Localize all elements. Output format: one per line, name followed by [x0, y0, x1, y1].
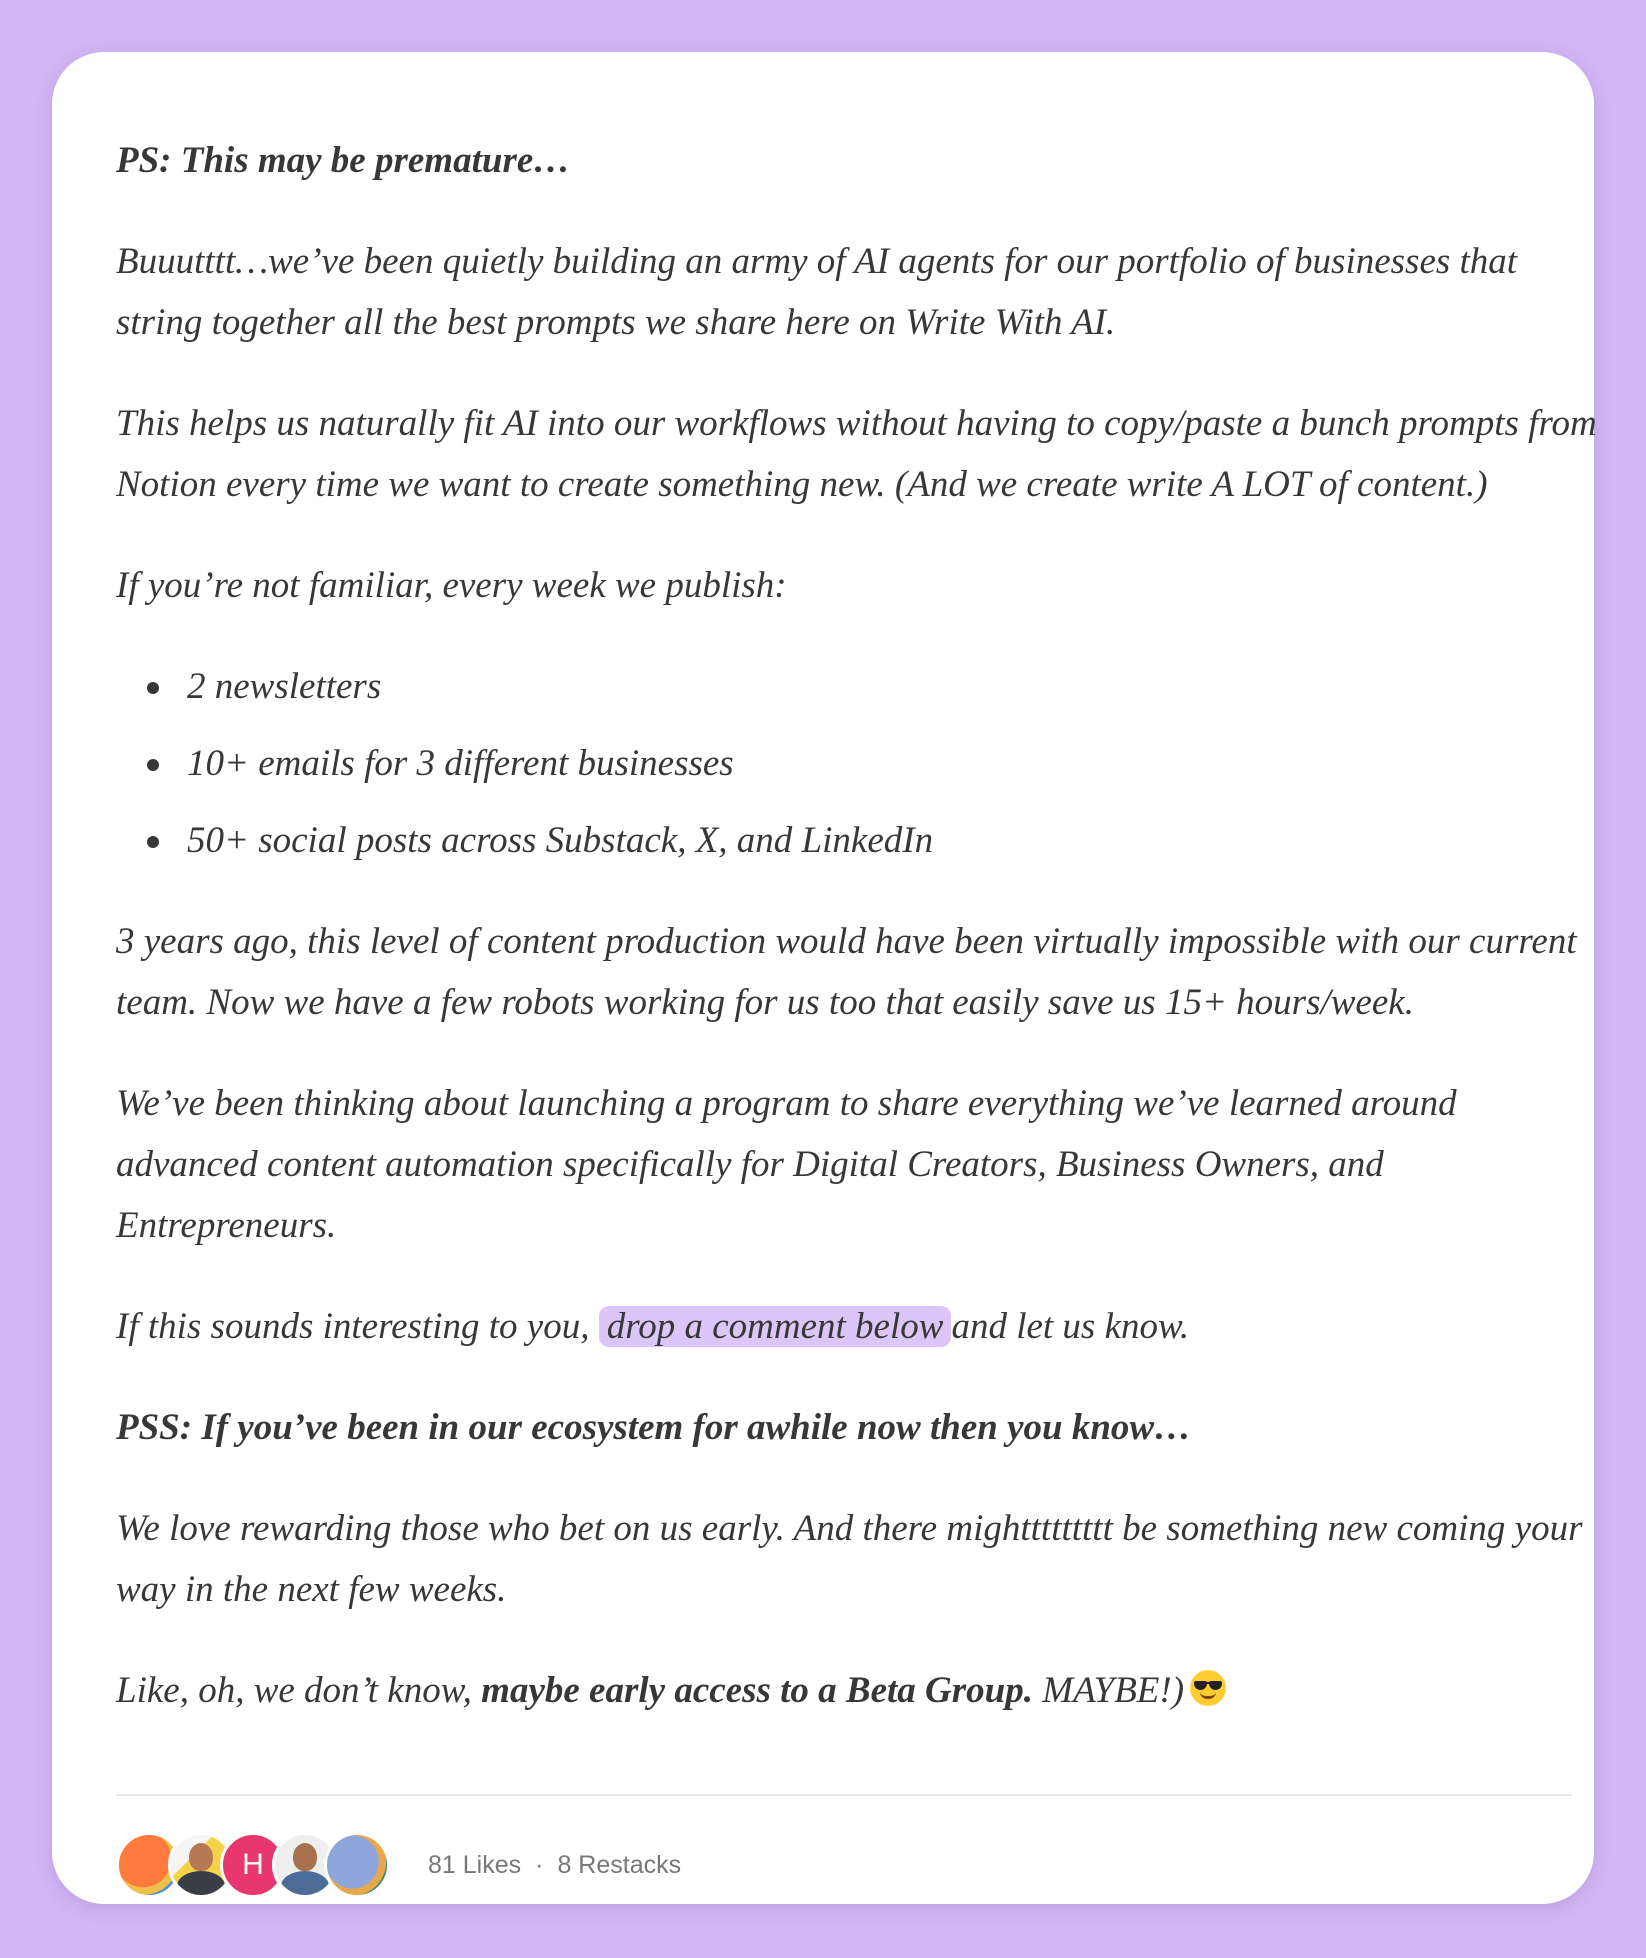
- avatar-initial: H: [242, 1848, 264, 1881]
- bullet-icon: [147, 836, 159, 848]
- footer-divider: [116, 1794, 1572, 1796]
- list-item: [187, 733, 1606, 794]
- avatar[interactable]: [324, 1832, 390, 1898]
- drop-comment-link[interactable]: drop a comment below: [599, 1306, 952, 1347]
- beta-suffix: MAYBE!): [1042, 1670, 1185, 1711]
- list-item: [187, 656, 1606, 717]
- post-body: [116, 130, 1606, 1721]
- paragraph-production: 3 years ago, this level of content production would have been virtually impossible with our current team. Now we have a few robots working for us too that easily save us 15+ hours/week.: [116, 921, 1577, 1023]
- ps-heading: PS: This may be premature…: [116, 140, 571, 181]
- comment-cta-suffix: and let us know.: [951, 1306, 1190, 1347]
- beta-prefix: Like, oh, we don’t know,: [116, 1670, 472, 1711]
- publish-list: [116, 656, 1606, 871]
- paragraph-publish-intro: If you’re not familiar, every week we publish:: [116, 565, 787, 606]
- paragraph-workflows: This helps us naturally fit AI into our workflows without having to copy/paste a bunch prompts from Notion every time we want to create something new. (And we create write A LOT of content.): [116, 403, 1597, 505]
- paragraph-comment-cta: [116, 1296, 1606, 1357]
- paragraph-program: We’ve been thinking about launching a program to share everything we’ve learned around advanced content automation specifically for Digital Creators, Business Owners, and Entrepreneurs.: [116, 1083, 1457, 1246]
- bullet-icon: [147, 682, 159, 694]
- paragraph-rewarding: We love rewarding those who bet on us early. And there mighttttttttt be something new coming your way in the next few weeks.: [116, 1508, 1583, 1610]
- list-item-text: 10+ emails for 3 different businesses: [187, 743, 734, 784]
- list-item-text: 2 newsletters: [187, 666, 382, 707]
- paragraph-beta: [116, 1660, 1606, 1721]
- engagement-stats: [428, 1851, 681, 1880]
- list-item: [187, 810, 1606, 871]
- likes-count[interactable]: 81 Likes: [428, 1850, 522, 1879]
- smiling-face-with-sunglasses-icon: [1190, 1670, 1226, 1706]
- post-footer: [116, 1832, 681, 1898]
- comment-cta-prefix: If this sounds interesting to you,: [116, 1306, 590, 1347]
- liker-avatars[interactable]: [116, 1832, 390, 1898]
- stats-separator: ·: [535, 1850, 544, 1879]
- pss-heading: PSS: If you’ve been in our ecosystem for awhile now then you know…: [116, 1407, 1192, 1448]
- restacks-count[interactable]: 8 Restacks: [557, 1850, 682, 1879]
- list-item-text: 50+ social posts across Substack, X, and LinkedIn: [187, 820, 934, 861]
- beta-bold-text: maybe early access to a Beta Group.: [481, 1670, 1033, 1711]
- bullet-icon: [147, 759, 159, 771]
- post-card: [52, 52, 1597, 1904]
- paragraph-agents: Buuutttt…we’ve been quietly building an army of AI agents for our portfolio of businesses that string together all the best prompts we share here on Write With AI.: [116, 241, 1518, 343]
